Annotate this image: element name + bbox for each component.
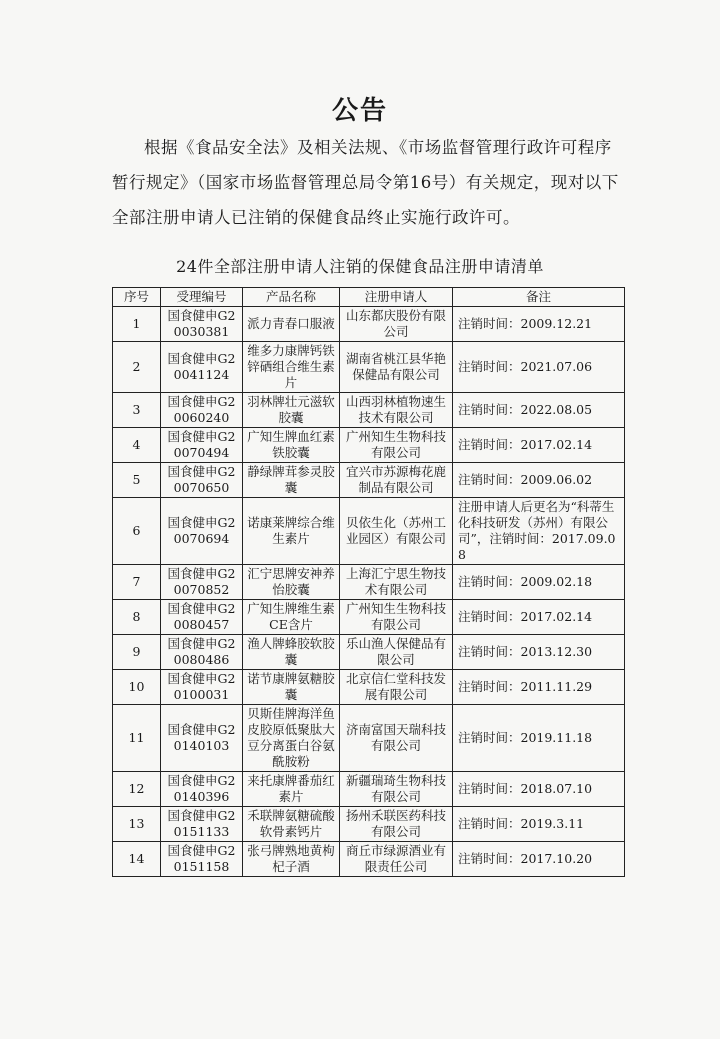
header-acceptance-no: 受理编号: [161, 288, 243, 307]
cell-note: 注销时间：2009.06.02: [453, 463, 625, 498]
table-row: [113, 498, 625, 565]
cell-applicant: 广州知生生物科技有限公司: [340, 600, 453, 635]
table-row: [113, 307, 625, 342]
cell-product-name: 禾联牌氨糖硫酸软骨素钙片: [243, 807, 340, 842]
header-note: 备注: [453, 288, 625, 307]
cell-applicant: 广州知生生物科技有限公司: [340, 428, 453, 463]
cell-note: 注销时间：2011.11.29: [453, 670, 625, 705]
cell-acceptance-no: 国食健申G20070694: [161, 498, 243, 565]
cell-index: 12: [113, 772, 161, 807]
cell-note: 注销时间：2017.02.14: [453, 600, 625, 635]
table-row: [113, 705, 625, 772]
cell-note: 注销时间：2022.08.05: [453, 393, 625, 428]
cell-index: 6: [113, 498, 161, 565]
cell-index: 11: [113, 705, 161, 772]
cell-applicant: 济南富国天瑞科技有限公司: [340, 705, 453, 772]
list-title: 24件全部注册申请人注销的保健食品注册申请清单: [176, 257, 544, 276]
cell-acceptance-no: 国食健申G20041124: [161, 342, 243, 393]
cell-acceptance-no: 国食健申G20140103: [161, 705, 243, 772]
cell-applicant: 北京信仁堂科技发展有限公司: [340, 670, 453, 705]
table-row: [113, 600, 625, 635]
cell-note: 注销时间：2013.12.30: [453, 635, 625, 670]
cell-index: 8: [113, 600, 161, 635]
cell-acceptance-no: 国食健申G20070650: [161, 463, 243, 498]
cell-index: 2: [113, 342, 161, 393]
cell-note: 注销时间：2009.02.18: [453, 565, 625, 600]
cell-index: 3: [113, 393, 161, 428]
table-row: [113, 842, 625, 877]
cell-applicant: 扬州禾联医药科技有限公司: [340, 807, 453, 842]
notice-paragraph: [112, 130, 622, 235]
cell-product-name: 羽林牌壮元滋软胶囊: [243, 393, 340, 428]
cell-product-name: 派力青春口服液: [243, 307, 340, 342]
cell-acceptance-no: 国食健申G20151158: [161, 842, 243, 877]
table-header-row: [113, 288, 625, 307]
cell-applicant: 贝依生化（苏州工业园区）有限公司: [340, 498, 453, 565]
cell-product-name: 静绿牌茸参灵胶囊: [243, 463, 340, 498]
cell-note: 注销时间：2018.07.10: [453, 772, 625, 807]
cell-applicant: 上海汇宁思生物技术有限公司: [340, 565, 453, 600]
cell-product-name: 广知生牌血红素铁胶囊: [243, 428, 340, 463]
cell-acceptance-no: 国食健申G20080486: [161, 635, 243, 670]
cell-applicant: 乐山渔人保健品有限公司: [340, 635, 453, 670]
cell-applicant: 湖南省桃江县华艳保健品有限公司: [340, 342, 453, 393]
table-row: [113, 393, 625, 428]
cell-product-name: 来托康牌番茄红素片: [243, 772, 340, 807]
cell-acceptance-no: 国食健申G20070494: [161, 428, 243, 463]
cell-note: 注册申请人后更名为“科蒂生化科技研发（苏州）有限公司”，注销时间：2017.09.08: [453, 498, 625, 565]
cell-applicant: 山东都庆股份有限公司: [340, 307, 453, 342]
cell-product-name: 诺康莱牌综合维生素片: [243, 498, 340, 565]
cell-applicant: 新疆瑞琦生物科技有限公司: [340, 772, 453, 807]
header-index: 序号: [113, 288, 161, 307]
cell-acceptance-no: 国食健申G20151133: [161, 807, 243, 842]
cell-index: 1: [113, 307, 161, 342]
table-row: [113, 565, 625, 600]
table-row: [113, 772, 625, 807]
cell-applicant: 宜兴市苏源梅花鹿制品有限公司: [340, 463, 453, 498]
cell-acceptance-no: 国食健申G20030381: [161, 307, 243, 342]
cell-product-name: 贝斯佳牌海洋鱼皮胶原低聚肽大豆分离蛋白谷氨酰胺粉: [243, 705, 340, 772]
cell-applicant: 山西羽林植物速生技术有限公司: [340, 393, 453, 428]
cell-index: 7: [113, 565, 161, 600]
header-applicant: 注册申请人: [340, 288, 453, 307]
cell-product-name: 广知生牌维生素CE含片: [243, 600, 340, 635]
header-product-name: 产品名称: [243, 288, 340, 307]
table-row: [113, 635, 625, 670]
cell-index: 10: [113, 670, 161, 705]
cell-note: 注销时间：2009.12.21: [453, 307, 625, 342]
cell-note: 注销时间：2017.02.14: [453, 428, 625, 463]
cell-product-name: 渔人牌蜂胶软胶囊: [243, 635, 340, 670]
table-row: [113, 428, 625, 463]
cell-acceptance-no: 国食健申G20060240: [161, 393, 243, 428]
cell-acceptance-no: 国食健申G20100031: [161, 670, 243, 705]
cell-index: 13: [113, 807, 161, 842]
cell-product-name: 汇宁思牌安神养怡胶囊: [243, 565, 340, 600]
cell-note: 注销时间：2019.11.18: [453, 705, 625, 772]
cell-applicant: 商丘市绿源酒业有限责任公司: [340, 842, 453, 877]
cell-acceptance-no: 国食健申G20140396: [161, 772, 243, 807]
table-row: [113, 807, 625, 842]
notice-paragraph-text: 根据《食品安全法》及相关法规、《市场监督管理行政许可程序暂行规定》（国家市场监督管理总局令第16号）有关规定，现对以下全部注册申请人已注销的保健食品终止实施行政许可。: [112, 138, 619, 227]
cell-note: 注销时间：2019.3.11: [453, 807, 625, 842]
cell-index: 5: [113, 463, 161, 498]
cell-index: 9: [113, 635, 161, 670]
cell-index: 4: [113, 428, 161, 463]
cell-product-name: 诺节康牌氨糖胶囊: [243, 670, 340, 705]
cell-product-name: 张弓牌熟地黄枸杞子酒: [243, 842, 340, 877]
registration-table: [112, 287, 625, 877]
table-row: [113, 463, 625, 498]
cell-acceptance-no: 国食健申G20070852: [161, 565, 243, 600]
table-row: [113, 342, 625, 393]
cell-product-name: 维多力康牌钙铁锌硒组合维生素片: [243, 342, 340, 393]
cell-note: 注销时间：2017.10.20: [453, 842, 625, 877]
cell-note: 注销时间：2021.07.06: [453, 342, 625, 393]
notice-title: 公告: [331, 96, 388, 126]
cell-index: 14: [113, 842, 161, 877]
cell-acceptance-no: 国食健申G20080457: [161, 600, 243, 635]
table-row: [113, 670, 625, 705]
